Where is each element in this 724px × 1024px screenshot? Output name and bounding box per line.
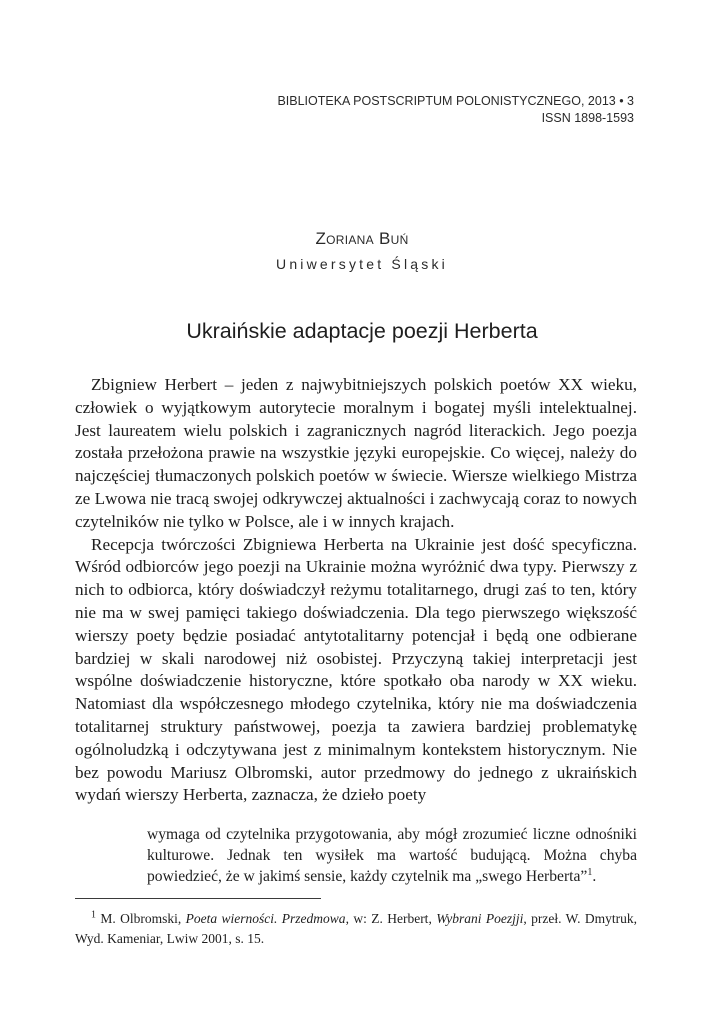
- footnote-end: , przeł. W. Dmytruk, Wyd. Kameniar, Lwiw 2001, s. 15.: [75, 911, 637, 946]
- journal-header: [277, 93, 634, 127]
- body-paragraph: Zbigniew Herbert – jeden z najwybitniejszych polskich poetów XX wieku, człowiek o wyjątkowym autorytecie moralnym i bogatej myśli intelektualnej. Jest laureatem wielu polskich i zagranicznych nagród literackich. Jego poezja została przełożona prawie na wszystkie języki europejskie. Co więcej, należy do najczęściej tłumaczonych polskich poetów w świecie. Wiersze wielkiego Mistrza ze Lwowa nie tracą swojej odkrywczej aktualności i zachwycają coraz to nowych czytelników nie tylko w Polsce, ale i w innych krajach.: [75, 375, 637, 531]
- author-name: Zoriana Buń: [315, 229, 409, 248]
- body-paragraph: Recepcja twórczości Zbigniewa Herberta na Ukrainie jest dość specyficzna. Wśród odbiorców jego poezji na Ukrainie można wyróżnić dwa typy. Pierwszy z nich to odbiorca, który doświadczył reżymu totalitarnego, drugi zaś to ten, który nie ma w swej pamięci takiego doświadczenia. Dla tego pierwszego większość wierszy poety będzie posiadać antytotalitarny potencjał i będą one odbierane bardziej w skali narodowej niż osobistej. Przyczyną takiej interpretacji jest wspólne doświadczenie historyczne, które spotkało oba narody w XX wieku. Natomiast dla współczesnego młodego czytelnika, który nie ma doświadczenia totalitarnej struktury państwowej, poezja ta zawiera bardziej problematykę ogólnoludzką i odczytywana jest z minimalnym kontekstem historycznym. Nie bez powodu Mariusz Olbromski, autor przedmowy do jednego z ukraińskich wydań wierszy Herberta, zaznacza, że dzieło poety: [75, 534, 637, 805]
- quote-text: wymaga od czytelnika przygotowania, aby mógł zrozumieć liczne odnośniki kulturowe. Jednak ten wysiłek ma wartość budującą. Można chyba powiedzieć, że w jakimś sensie, każdy czytelnik ma „swego Herberta”: [147, 826, 637, 885]
- journal-series: BIBLIOTEKA POSTSCRIPTUM POLONISTYCZNEGO, 2013 • 3: [277, 94, 634, 108]
- footnote-mid: , w: Z. Herbert,: [345, 911, 437, 926]
- author-affiliation: Uniwersytet Śląski: [276, 256, 448, 272]
- footnote-reference[interactable]: 1: [587, 866, 593, 878]
- block-quote: wymaga od czytelnika przygotowania, aby mógł zrozumieć liczne odnośniki kulturowe. Jednak ten wysiłek ma wartość budującą. Można chyba powiedzieć, że w jakimś sensie, każdy czytelnik ma „swego Herberta”$^1$.: [147, 826, 637, 885]
- journal-issn: ISSN 1898-1593: [541, 111, 634, 125]
- footnote-author: M. Olbromski,: [96, 911, 186, 926]
- footnote-italic-title: Poeta wierności. Przedmowa: [185, 911, 346, 926]
- article-title: Ukraińskie adaptacje poezji Herberta: [186, 319, 538, 343]
- footnote: [75, 909, 637, 949]
- footnote-divider: [75, 898, 321, 899]
- author-block: [0, 228, 724, 274]
- article-body: [75, 374, 637, 807]
- footnote-number: 1: [91, 909, 96, 921]
- footnote-italic-book: Wybrani Poezjji: [436, 911, 524, 926]
